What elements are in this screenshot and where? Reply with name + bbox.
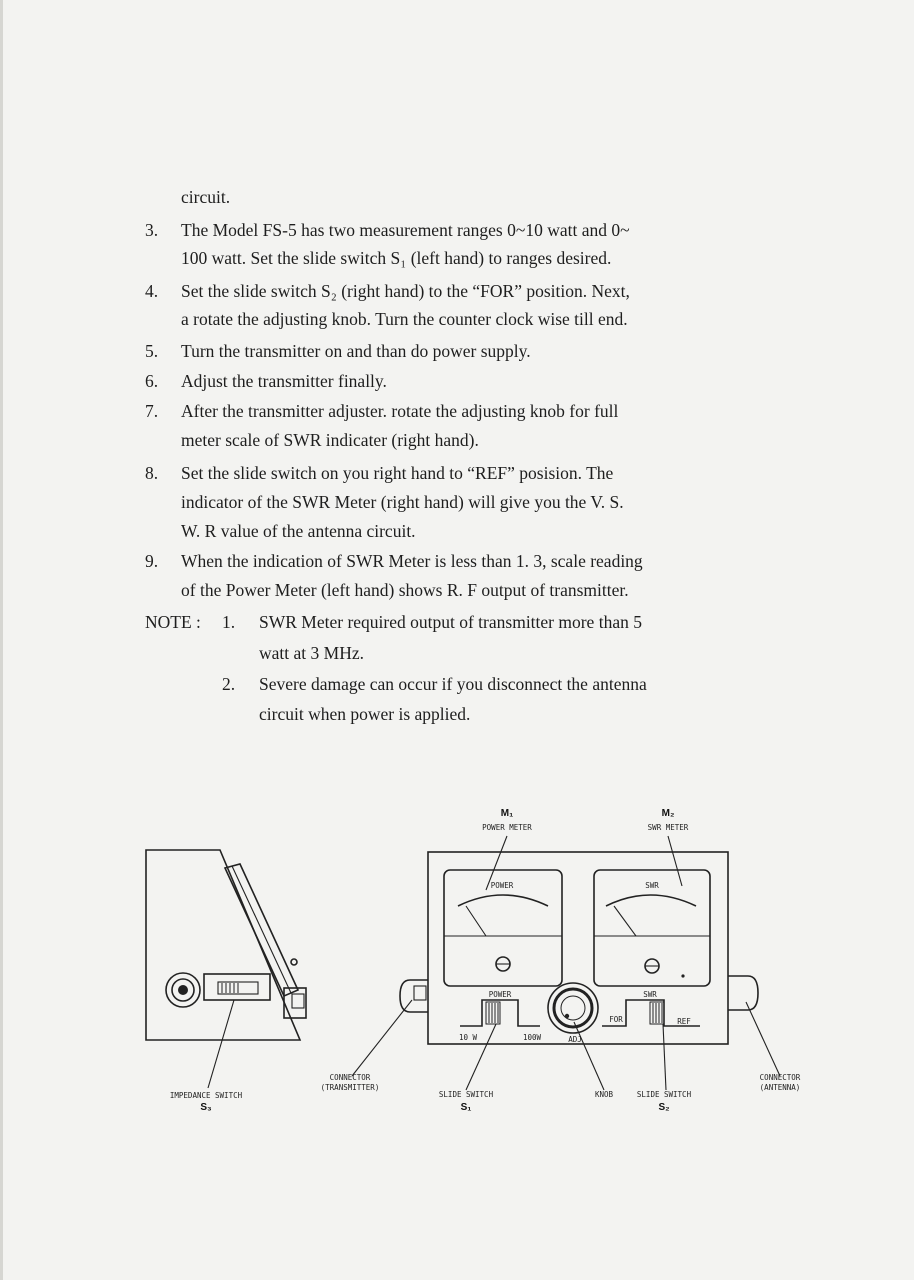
tx-connector-label-1: CONNECTOR [329, 1073, 371, 1082]
adj-label: ADJ [568, 1035, 582, 1044]
step-5-number: 5. [145, 341, 159, 361]
s2-leader [663, 1024, 666, 1090]
step-3-line-1: The Model FS-5 has two measurement ranges 0~10 watt and 0~ [181, 220, 630, 240]
note-2-line-2: circuit when power is applied. [259, 704, 471, 724]
m2-symbol: M₂ [661, 808, 675, 819]
step-8-line-1: Set the slide switch on you right hand to “REF” posision. The [181, 463, 614, 483]
step-9-number: 9. [145, 551, 159, 571]
s2-label: SLIDE SWITCH [636, 1090, 692, 1099]
note-1-line-2: watt at 3 MHz. [259, 643, 364, 663]
note-1-line-1: SWR Meter required output of transmitter more than 5 [259, 612, 642, 632]
step-4-line-1: Set the slide switch S₂ (right hand) to the “FOR” position. Next, [181, 281, 630, 301]
swr-switch-label: SWR [643, 990, 657, 999]
step-4-line-2: a rotate the adjusting knob. Turn the counter clock wise till end. [181, 309, 628, 329]
knob-label: KNOB [594, 1090, 614, 1099]
s1-label: SLIDE SWITCH [438, 1090, 494, 1099]
impedance-switch-housing [204, 974, 270, 1000]
step-8-number: 8. [145, 463, 159, 483]
s1-symbol: S₁ [460, 1102, 472, 1113]
step-4-number: 4. [145, 281, 159, 301]
antenna-connector-label-2: (ANTENNA) [759, 1083, 801, 1092]
antenna-connector-body [728, 976, 758, 1010]
side-view [146, 850, 306, 1088]
step-7-line-1: After the transmitter adjuster. rotate the adjusting knob for full [181, 401, 619, 421]
impedance-switch-label: IMPEDANCE SWITCH [169, 1091, 243, 1100]
tx-connector-leader [352, 1000, 412, 1076]
side-view-bracket [284, 988, 306, 1018]
swr-meter-needle [614, 906, 636, 936]
m2-label: SWR METER [647, 823, 689, 832]
power-meter-needle [466, 906, 486, 936]
step-5-line-1: Turn the transmitter on and than do power supply. [181, 341, 531, 361]
step-9-line-2: of the Power Meter (left hand) shows R. F output of transmitter. [181, 580, 629, 600]
note-1-number: 1. [222, 612, 236, 632]
m2-leader [668, 836, 682, 886]
power-meter-scale [458, 895, 548, 906]
swr-meter-scale [606, 895, 696, 906]
power-meter-face-label: POWER [490, 881, 514, 890]
step-6-number: 6. [145, 371, 159, 391]
note-label: NOTE : [145, 612, 201, 632]
impedance-leader [208, 1000, 234, 1088]
power-switch-label: POWER [488, 990, 512, 999]
intro-tail: circuit. [181, 187, 231, 207]
impedance-switch-symbol: S₃ [200, 1102, 212, 1113]
m1-symbol: M₁ [500, 808, 514, 819]
s2-symbol: S₂ [658, 1102, 670, 1113]
swr-meter-face-label: SWR [645, 881, 659, 890]
step-7-number: 7. [145, 401, 159, 421]
step-6-line-1: Adjust the transmitter finally. [181, 371, 387, 391]
range-low-label: 10 W [458, 1033, 478, 1042]
ref-label: REF [677, 1017, 691, 1026]
range-high-label: 100W [522, 1033, 542, 1042]
knob-leader [574, 1022, 604, 1090]
step-9-line-1: When the indication of SWR Meter is less than 1. 3, scale reading [181, 551, 643, 571]
step-7-line-2: meter scale of SWR indicater (right hand). [181, 430, 479, 450]
front-panel [428, 852, 728, 1044]
for-label: FOR [609, 1015, 623, 1024]
m1-label: POWER METER [482, 823, 532, 832]
front-view [352, 836, 780, 1090]
tx-connector-label-2: (TRANSMITTER) [320, 1083, 380, 1092]
swr-meter-diagram [0, 790, 914, 1150]
antenna-connector-label-1: CONNECTOR [759, 1073, 801, 1082]
step-8-line-2: indicator of the SWR Meter (right hand) will give you the V. S. [181, 492, 624, 512]
step-3-line-2: 100 watt. Set the slide switch S₁ (left hand) to ranges desired. [181, 248, 612, 268]
step-8-line-3: W. R value of the antenna circuit. [181, 521, 416, 541]
note-2-line-1: Severe damage can occur if you disconnect the antenna [259, 674, 647, 694]
note-2-number: 2. [222, 674, 236, 694]
antenna-connector-leader [746, 1002, 780, 1076]
step-3-number: 3. [145, 220, 159, 240]
